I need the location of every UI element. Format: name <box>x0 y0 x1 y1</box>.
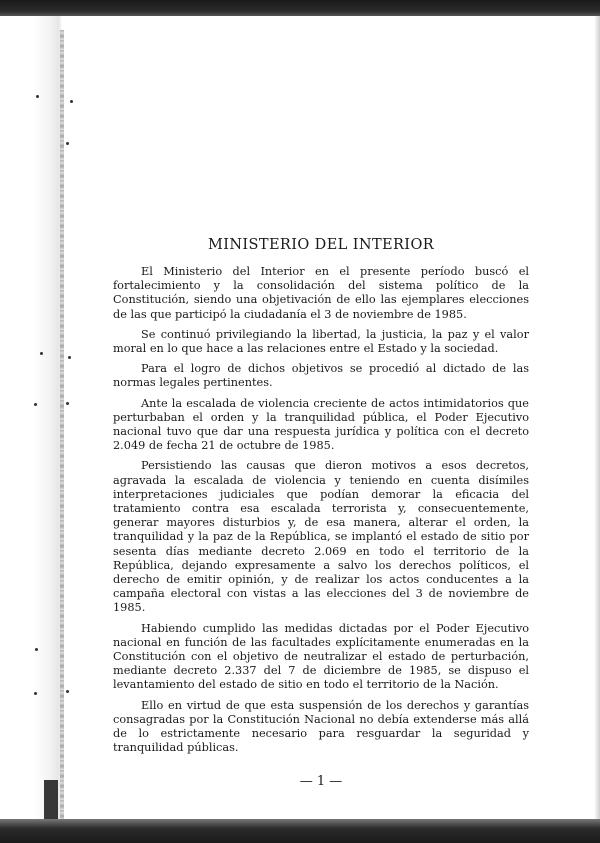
scan-speck <box>68 356 71 359</box>
scan-top-border <box>0 0 600 16</box>
paragraph: Ello en virtud de que esta suspensión de los derechos y garantías consagradas por la Constitución Nacional no debía extenderse más allá de lo estrictamente necesario para resguardar la seguridad y tranquilidad públicas. <box>113 698 529 755</box>
scan-left-margin <box>0 16 62 819</box>
scan-speck <box>66 690 69 693</box>
binding-shadow <box>44 780 58 820</box>
scan-speck <box>66 142 69 145</box>
scan-speck <box>34 403 37 406</box>
paragraph: Ante la escalada de violencia creciente de actos intimidatorios que perturbaban el orden y la tranquilidad pública, el Poder Ejecutivo nacional tuvo que dar una respuesta jurídica y política con el decreto 2.049 de fecha 21 de octubre de 1985. <box>113 396 529 453</box>
scan-speck <box>36 95 39 98</box>
binding-edge <box>60 30 64 820</box>
scan-speck <box>34 692 37 695</box>
scan-speck <box>70 100 73 103</box>
document-page <box>113 237 529 789</box>
paragraph: El Ministerio del Interior en el presente período buscó el fortalecimiento y la consolidación del sistema político de la Constitución, siendo una objetivación de ello las ejemplares elecciones de las que participó la ciudadanía el 3 de noviembre de 1985. <box>113 265 529 321</box>
paragraph: Habiendo cumplido las medidas dictadas por el Poder Ejecutivo nacional en función de las facultades explícitamente enumeradas en la Constitución con el objetivo de neutralizar el estado de perturbación, mediante decreto 2.337 del 7 de diciembre de 1985, se dispuso el levantamiento del estado de sitio en todo el territorio de la Nación. <box>113 621 529 692</box>
paragraph: Se continuó privilegiando la libertad, la justicia, la paz y el valor moral en lo que hace a las relaciones entre el Estado y la sociedad. <box>113 327 529 356</box>
scan-speck <box>40 352 43 355</box>
scan-speck <box>35 648 38 651</box>
body-text <box>113 265 529 756</box>
scan-right-edge <box>594 16 600 819</box>
paragraph: Para el logro de dichos objetivos se procedió al dictado de las normas legales pertinentes. <box>113 362 529 390</box>
scan-bottom-border <box>0 819 600 843</box>
page-number: — 1 — <box>299 773 343 789</box>
section-heading: MINISTERIO DEL INTERIOR <box>207 237 435 253</box>
paragraph: Persistiendo las causas que dieron motivos a esos decretos, agravada la escalada de violencia y teniendo en cuenta disímiles interpretaciones judiciales que podían demorar la eficacia del tratamiento contra esa escalada terrorista y, consecuentemente, generar mayores disturbios y, de esa manera, alterar el orden, la tranquilidad y la paz de la República, se implantó el estado de sitio por sesenta días mediante decreto 2.069 en todo el territorio de la República, dejando expresamente a salvo los derechos políticos, el derecho de emitir opinión, y de realizar los actos conducentes a la campaña electoral con vistas a las elecciones del 3 de noviembre de 1985. <box>113 459 529 615</box>
scan-speck <box>66 402 69 405</box>
